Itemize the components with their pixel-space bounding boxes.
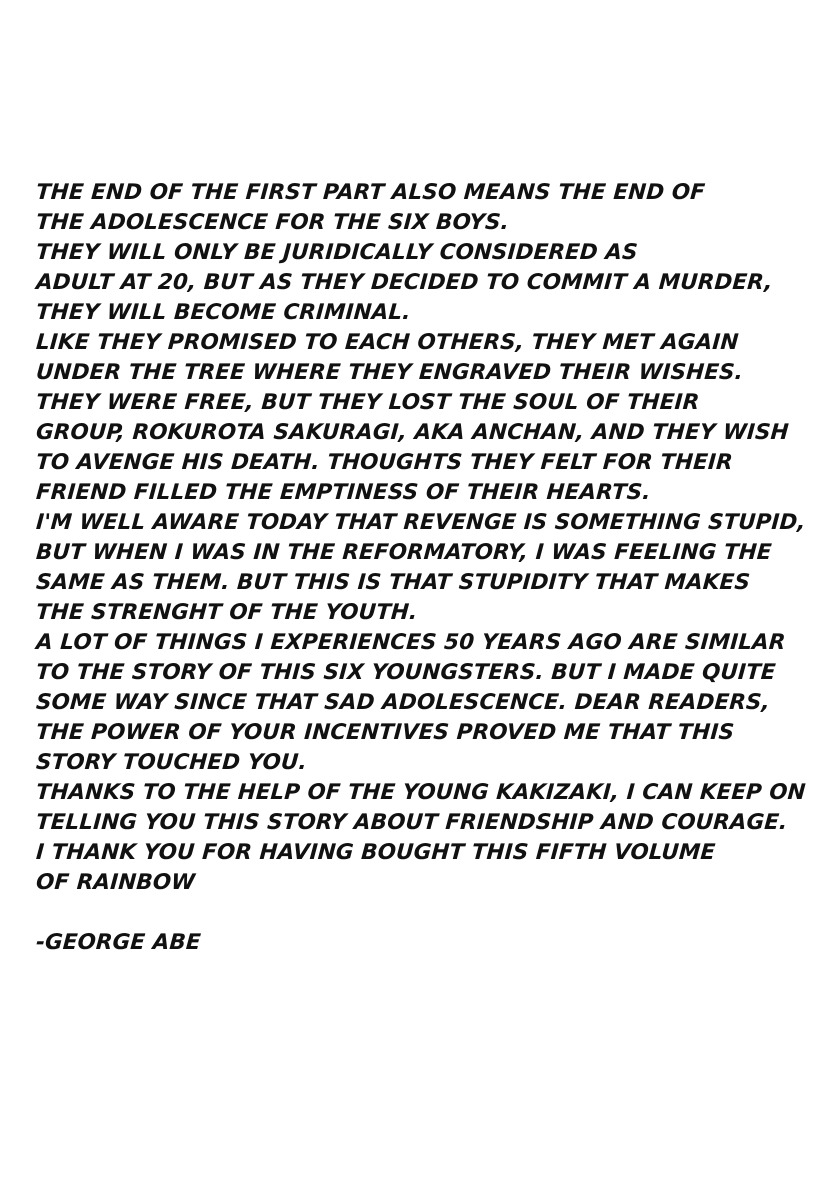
text-line: TELLING YOU THIS STORY ABOUT FRIENDSHIP AND COURAGE. (35, 810, 789, 835)
text-line: FRIEND FILLED THE EMPTINESS OF THEIR HEARTS. (35, 480, 652, 505)
text-line: THE END OF THE FIRST PART ALSO MEANS THE END OF (35, 180, 706, 205)
text-line: I'M WELL AWARE TODAY THAT REVENGE IS SOMETHING STUPID, (35, 510, 807, 535)
text-line: THEY WERE FREE, BUT THEY LOST THE SOUL OF THEIR (35, 390, 701, 415)
text-line: THANKS TO THE HELP OF THE YOUNG KAKIZAKI, I CAN KEEP ON (35, 780, 807, 805)
blank-line (36, 898, 806, 928)
signature: -GEORGE ABE (35, 930, 202, 955)
text-line: UNDER THE TREE WHERE THEY ENGRAVED THEIR WISHES. (35, 360, 744, 385)
text-line: I THANK YOU FOR HAVING BOUGHT THIS FIFTH VOLUME (35, 840, 717, 865)
text-line: LIKE THEY PROMISED TO EACH OTHERS, THEY MET AGAIN (35, 330, 740, 355)
text-line: OF RAINBOW (35, 870, 196, 895)
text-line: THEY WILL BECOME CRIMINAL. (35, 300, 412, 325)
afterword-text (36, 178, 806, 958)
text-line: SOME WAY SINCE THAT SAD ADOLESCENCE. DEAR READERS, (35, 690, 771, 715)
text-line: TO AVENGE HIS DEATH. THOUGHTS THEY FELT FOR THEIR (35, 450, 734, 475)
text-line: THE ADOLESCENCE FOR THE SIX BOYS. (35, 210, 510, 235)
text-line: TO THE STORY OF THIS SIX YOUNGSTERS. BUT I MADE QUITE (35, 660, 777, 685)
text-line: GROUP, ROKUROTA SAKURAGI, AKA ANCHAN, AND THEY WISH (35, 420, 790, 445)
text-line: A LOT OF THINGS I EXPERIENCES 50 YEARS AGO ARE SIMILAR (35, 630, 787, 655)
text-line: ADULT AT 20, BUT AS THEY DECIDED TO COMMIT A MURDER, (35, 270, 774, 295)
text-line: THE POWER OF YOUR INCENTIVES PROVED ME THAT THIS (35, 720, 736, 745)
text-line: SAME AS THEM. BUT THIS IS THAT STUPIDITY THAT MAKES (35, 570, 751, 595)
text-line: THE STRENGHT OF THE YOUTH. (35, 600, 419, 625)
text-line: STORY TOUCHED YOU. (35, 750, 308, 775)
text-line: THEY WILL ONLY BE JURIDICALLY CONSIDERED AS (35, 240, 639, 265)
text-line: BUT WHEN I WAS IN THE REFORMATORY, I WAS FEELING THE (35, 540, 773, 565)
